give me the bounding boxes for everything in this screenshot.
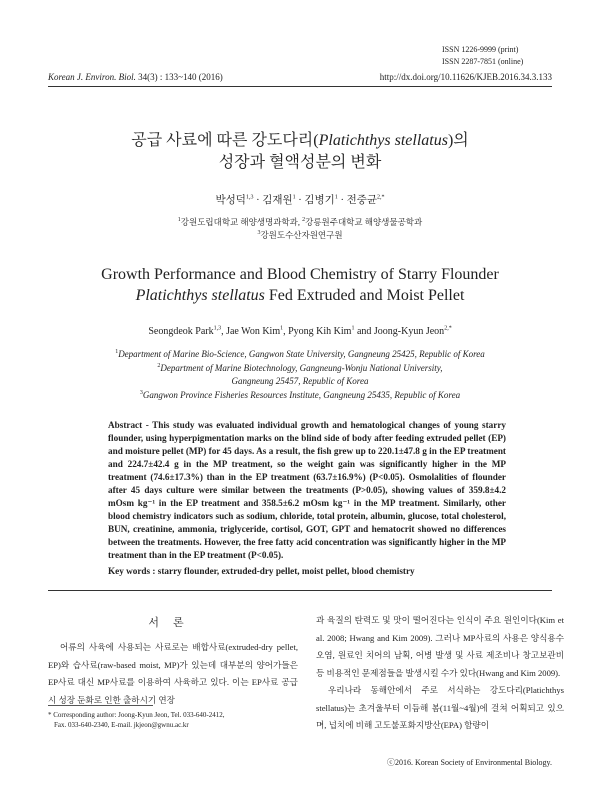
issn-online: ISSN 2287-7851 (online) [442, 57, 524, 66]
korean-author: 전중균$^{2,*}$ [346, 194, 385, 206]
section-heading-introduction: 서론 [148, 617, 198, 629]
copyright-notice: ⓒ2016. Korean Society of Environmental Biology. [386, 758, 552, 767]
korean-title [0, 130, 600, 174]
doi-link[interactable]: http://dx.doi.org/10.11626/KJEB.2016.34.3.133 [379, 72, 552, 82]
issn-block [442, 44, 552, 68]
body-paragraph-2: 우리나라 동해안에서 주로 서식하는 강도다리(Platichthys stellatus)는 초겨울부터 이듬해 봄(11월~4월)에 걸쳐 어획되고 있으며, 넙치에 비해 고도불포화지방산(EPA) 함량이 [316, 685, 564, 730]
issn-print: ISSN 1226-9999 (print) [442, 45, 519, 54]
body-column-left: 어류의 사육에 사용되는 사료로는 배합사료(extruded-dry pellet, EP)와 습사료(raw-based moist, MP)가 있는데 대부분의 양어가들은 EP사료 대신 MP사료를 이용하여 사육하고 있다. 이는 EP사료 공급 시 성장 둔화로 인한 출하시기 연장 [48, 642, 298, 705]
english-affiliation-1: $^1$Department of Marine Bio-Science, Gangwon State University, Gangneung 25425, Republic of Korea [115, 349, 485, 359]
korean-author: 박성덕$^{1,3}$ [215, 194, 254, 206]
english-authors: Seongdeok Park$^{1,3}$, Jae Won Kim$^1$, Pyong Kih Kim$^1$ and Joong-Kyun Jeon$^{2,*}$ [148, 325, 452, 337]
english-affiliation-2-cont: Gangneung 25457, Republic of Korea [231, 376, 369, 386]
corresponding-author-footnote [48, 710, 298, 730]
body-paragraph-1: 과 육질의 탄력도 및 맛이 떨어진다는 인식이 주요 원인이다(Kim et al. 2008; Hwang and Kim 2009). 그러나 MP사료의 사용은 양식용수 오염, 원료인 치어의 남획, 어병 발생 및 사료 제조비나 창고보관비 등 비용적인 문제점들을 발생시킬 수가 있다(Hwang and Kim 2009). [316, 615, 564, 678]
english-author: Jae Won Kim$^1$ [226, 325, 284, 337]
footnote-line2: Fax. 033-640-2340, E-mail. jkjeon@gwnu.ac.kr [54, 721, 189, 729]
korean-affiliation-line1: $^1$강원도립대학교 해양생명과학과, $^2$강릉원주대학교 해양생물공학과 [177, 217, 423, 227]
english-title-line1: Growth Performance and Blood Chemistry of Starry Flounder [101, 266, 499, 283]
korean-author: 김재원$^1$ [262, 194, 296, 206]
english-affiliations [0, 348, 600, 402]
english-affiliation-2: $^2$Department of Marine Biotechnology, Gangneung-Wonju National University, [157, 362, 443, 373]
abstract-rule [48, 590, 552, 591]
body-column-right [316, 612, 564, 735]
korean-title-line1: 공급 사료에 따른 강도다리(Platichthys stellatus)의 [131, 132, 469, 149]
english-author: Pyong Kih Kim$^1$ [288, 325, 355, 337]
running-header [48, 72, 552, 82]
korean-authors: 박성덕$^{1,3}$ · 김재원$^1$ · 김병기$^1$ · 전중균$^{2,*}$ [215, 194, 385, 206]
korean-affiliations [0, 216, 600, 242]
journal-name: Korean J. Environ. Biol. [48, 72, 136, 82]
english-author: Joong-Kyun Jeon$^{2,*}$ [373, 325, 452, 337]
keywords: Key words : starry flounder, extruded-dry pellet, moist pellet, blood chemistry [108, 566, 415, 576]
journal-volume: 34(3) : 133~140 (2016) [138, 72, 223, 82]
footnote-line1: * Corresponding author: Joong-Kyun Jeon, Tel. 033-640-2412, [48, 711, 225, 719]
journal-citation [48, 72, 223, 82]
abstract: Abstract - This study was evaluated individual growth and hematological changes of young starry flounder, using hyperpigmentation marks on the blind side of body after feeding extruded pellet (EP) and moisture pellet (MP) for 45 days. As a result, the fish grew up to 220.1±47.8 g in the EP treatment and 224.7±42.4 g in the MP treatment, so the weight gain was significantly higher in the MP treatment (74.6±17.3%) than in the EP treatment (63.7±16.9%) (P<0.05). Osmolalities of flounder after 45 days culture were similar between the treatments (P>0.05), showing values of 359.8±4.2 mOsm kg⁻¹ in the EP treatment and 358.5±6.2 mOsm kg⁻¹ in the MP treatment. Similarly, other blood chemistry indicators such as sodium, chloride, total protein, albumin, glucose, total cholesterol, BUN, creatinine, ammonia, triglyceride, cortisol, GOT, GPT and hematocrit showed no differences between the treatments. However, the free fatty acid concentration was significantly higher in the MP treatment than in the EP treatment (P<0.05). [108, 420, 506, 560]
footnote-rule [48, 705, 153, 706]
header-rule [48, 86, 552, 87]
korean-author: 김병기$^1$ [304, 194, 338, 206]
korean-affiliation-line2: $^3$강원도수산자원연구원 [257, 230, 343, 240]
english-affiliation-3: $^3$Gangwon Province Fisheries Resources Institute, Gangneung 25435, Republic of Korea [139, 389, 461, 400]
english-title [0, 264, 600, 306]
english-title-line2: Platichthys stellatus Fed Extruded and Moist Pellet [135, 287, 465, 304]
korean-title-line2: 성장과 혈액성분의 변화 [218, 154, 382, 171]
english-author: Seongdeok Park$^{1,3}$ [148, 325, 222, 337]
